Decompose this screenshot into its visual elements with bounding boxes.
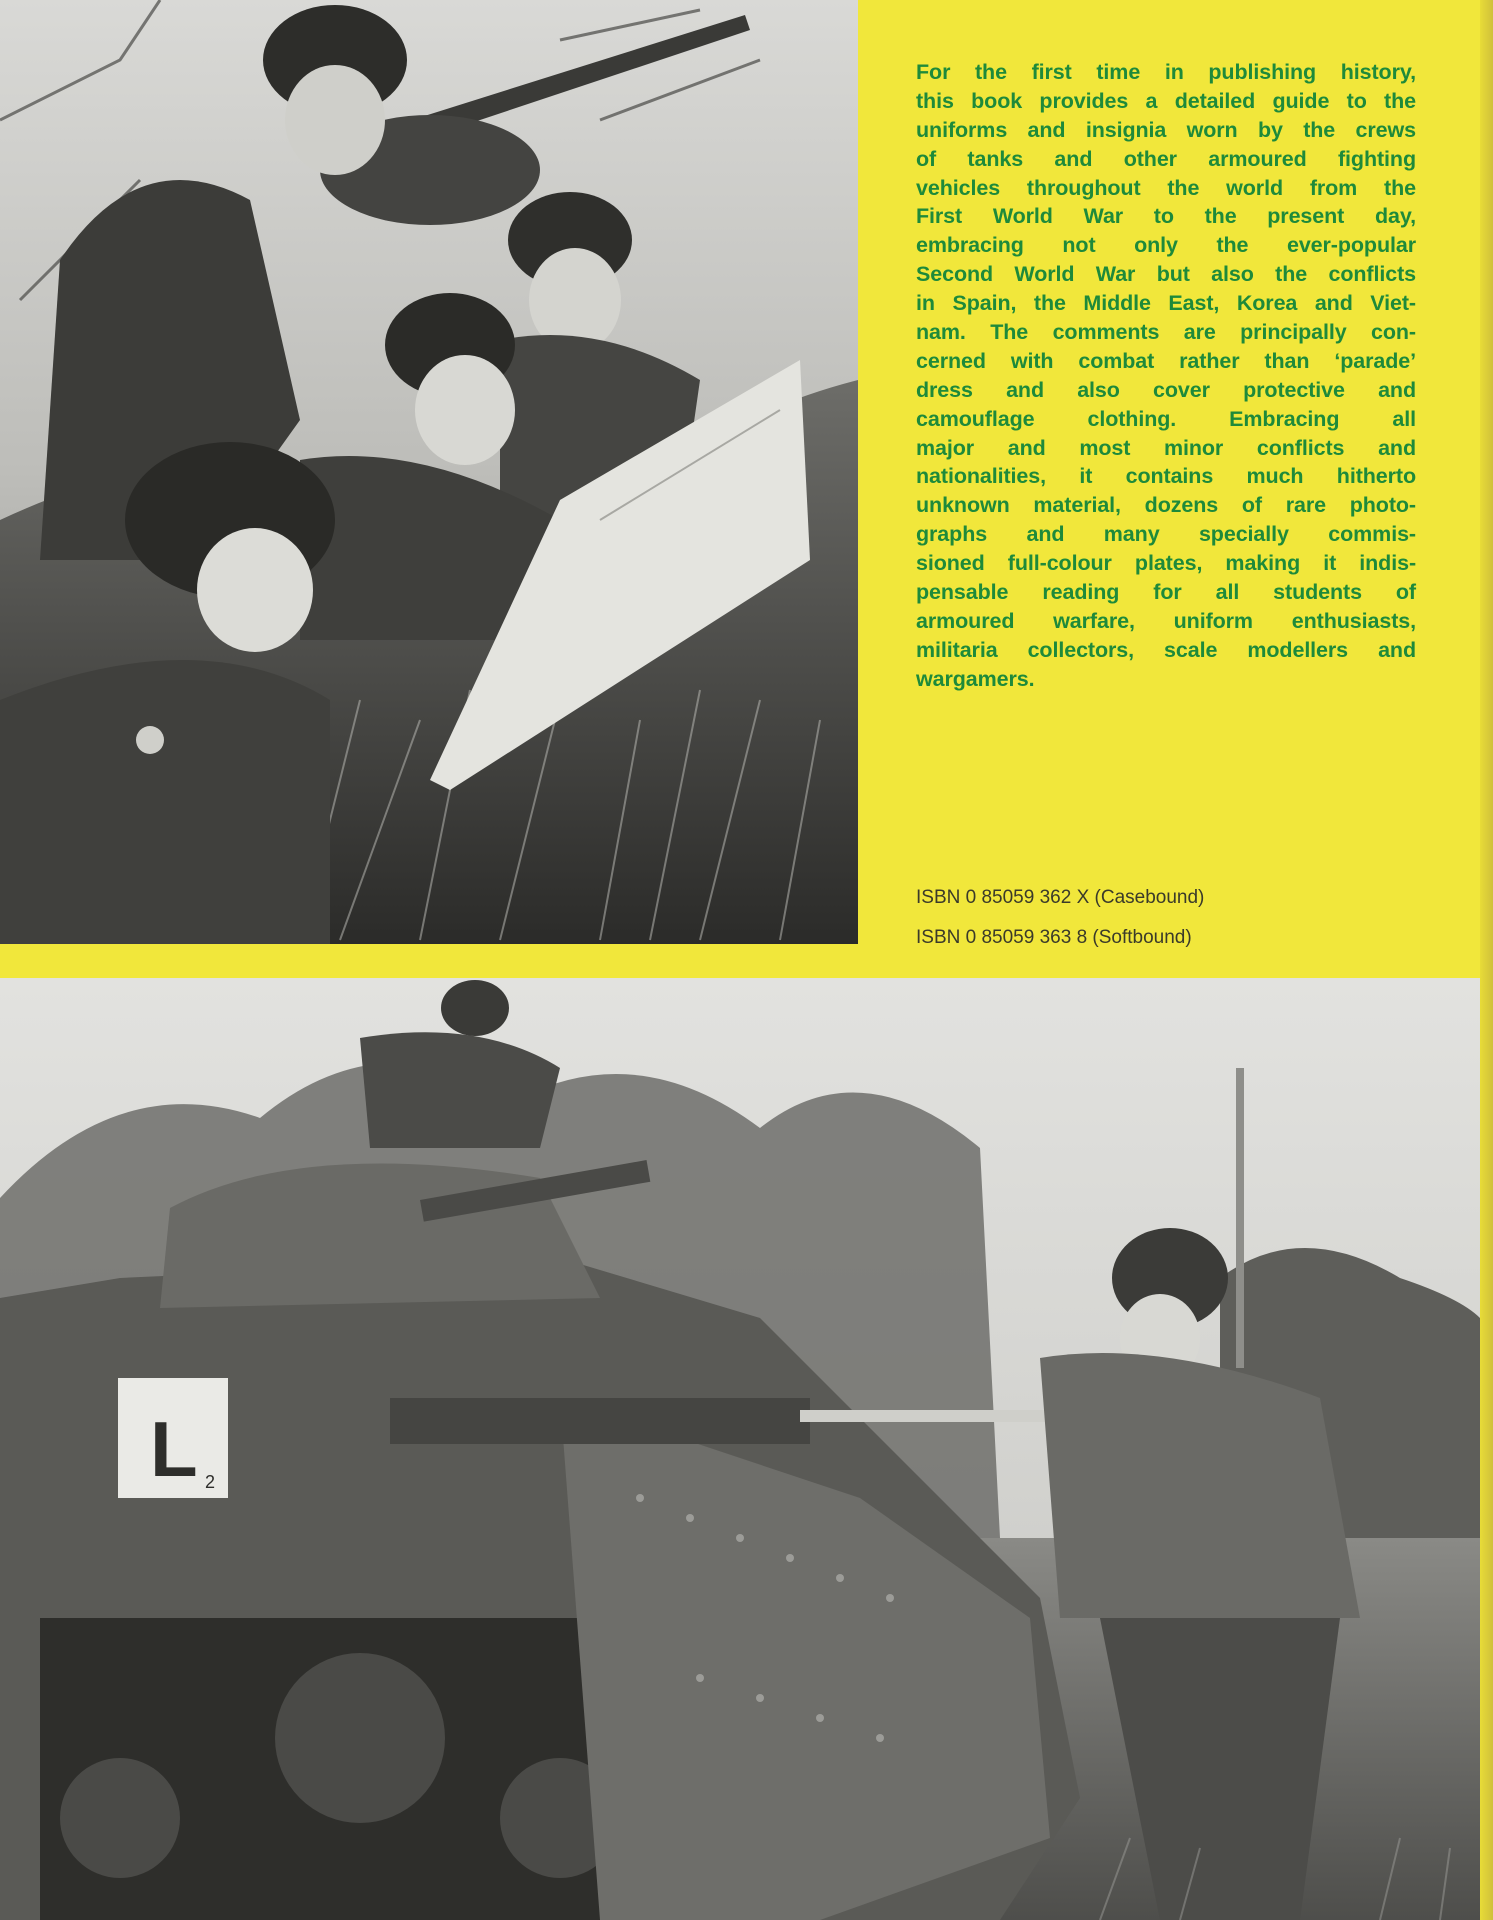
- tank-photo-image: [0, 978, 1480, 1920]
- blurb-line: this book provides a detailed guide to the: [916, 88, 1416, 113]
- blurb-line: First World War to the present day,: [916, 204, 1416, 229]
- crew-map-photo: [0, 0, 858, 944]
- blurb-line: dress and also cover protective and: [916, 377, 1416, 402]
- blurb-line: Second World War but also the conflicts: [916, 262, 1416, 287]
- blurb-line: pensable reading for all students of: [916, 580, 1416, 605]
- blurb-line: unknown material, dozens of rare photo-: [916, 493, 1416, 518]
- book-description: [916, 58, 1416, 694]
- blurb-line: in Spain, the Middle East, Korea and Viet-: [916, 291, 1416, 316]
- blurb-line: militaria collectors, scale modellers and: [916, 637, 1416, 662]
- tank-photo: [0, 978, 1480, 1920]
- blurb-line: armoured warfare, uniform enthusiasts,: [916, 608, 1416, 633]
- blurb-line: sioned full-colour plates, making it indis-: [916, 551, 1416, 576]
- blurb-line: nationalities, it contains much hitherto: [916, 464, 1416, 489]
- blurb-line: uniforms and insignia worn by the crews: [916, 117, 1416, 142]
- page-edge: [1480, 0, 1493, 1920]
- isbn-casebound: ISBN 0 85059 362 X (Casebound): [916, 887, 1205, 908]
- tank-marking-letter: L: [150, 1405, 198, 1493]
- isbn-block: [916, 878, 1204, 958]
- blurb-line: cerned with combat rather than ‘parade’: [916, 348, 1416, 373]
- blurb-line: vehicles throughout the world from the: [916, 175, 1416, 200]
- blurb-line: nam. The comments are principally con-: [916, 320, 1416, 345]
- blurb-line: wargamers.: [916, 666, 1035, 691]
- blurb-line: major and most minor conflicts and: [916, 435, 1416, 460]
- tank-marking-number: 2: [205, 1472, 216, 1492]
- isbn-softbound: ISBN 0 85059 363 8 (Softbound): [916, 927, 1192, 948]
- blurb-line: graphs and many specially commis-: [916, 522, 1416, 547]
- blurb-line: For the first time in publishing history,: [916, 60, 1416, 84]
- blurb-line: embracing not only the ever-popular: [916, 233, 1416, 258]
- crew-map-photo-image: [0, 0, 858, 944]
- blurb-line: of tanks and other armoured fighting: [916, 146, 1416, 171]
- blurb-line: camouflage clothing. Embracing all: [916, 406, 1416, 431]
